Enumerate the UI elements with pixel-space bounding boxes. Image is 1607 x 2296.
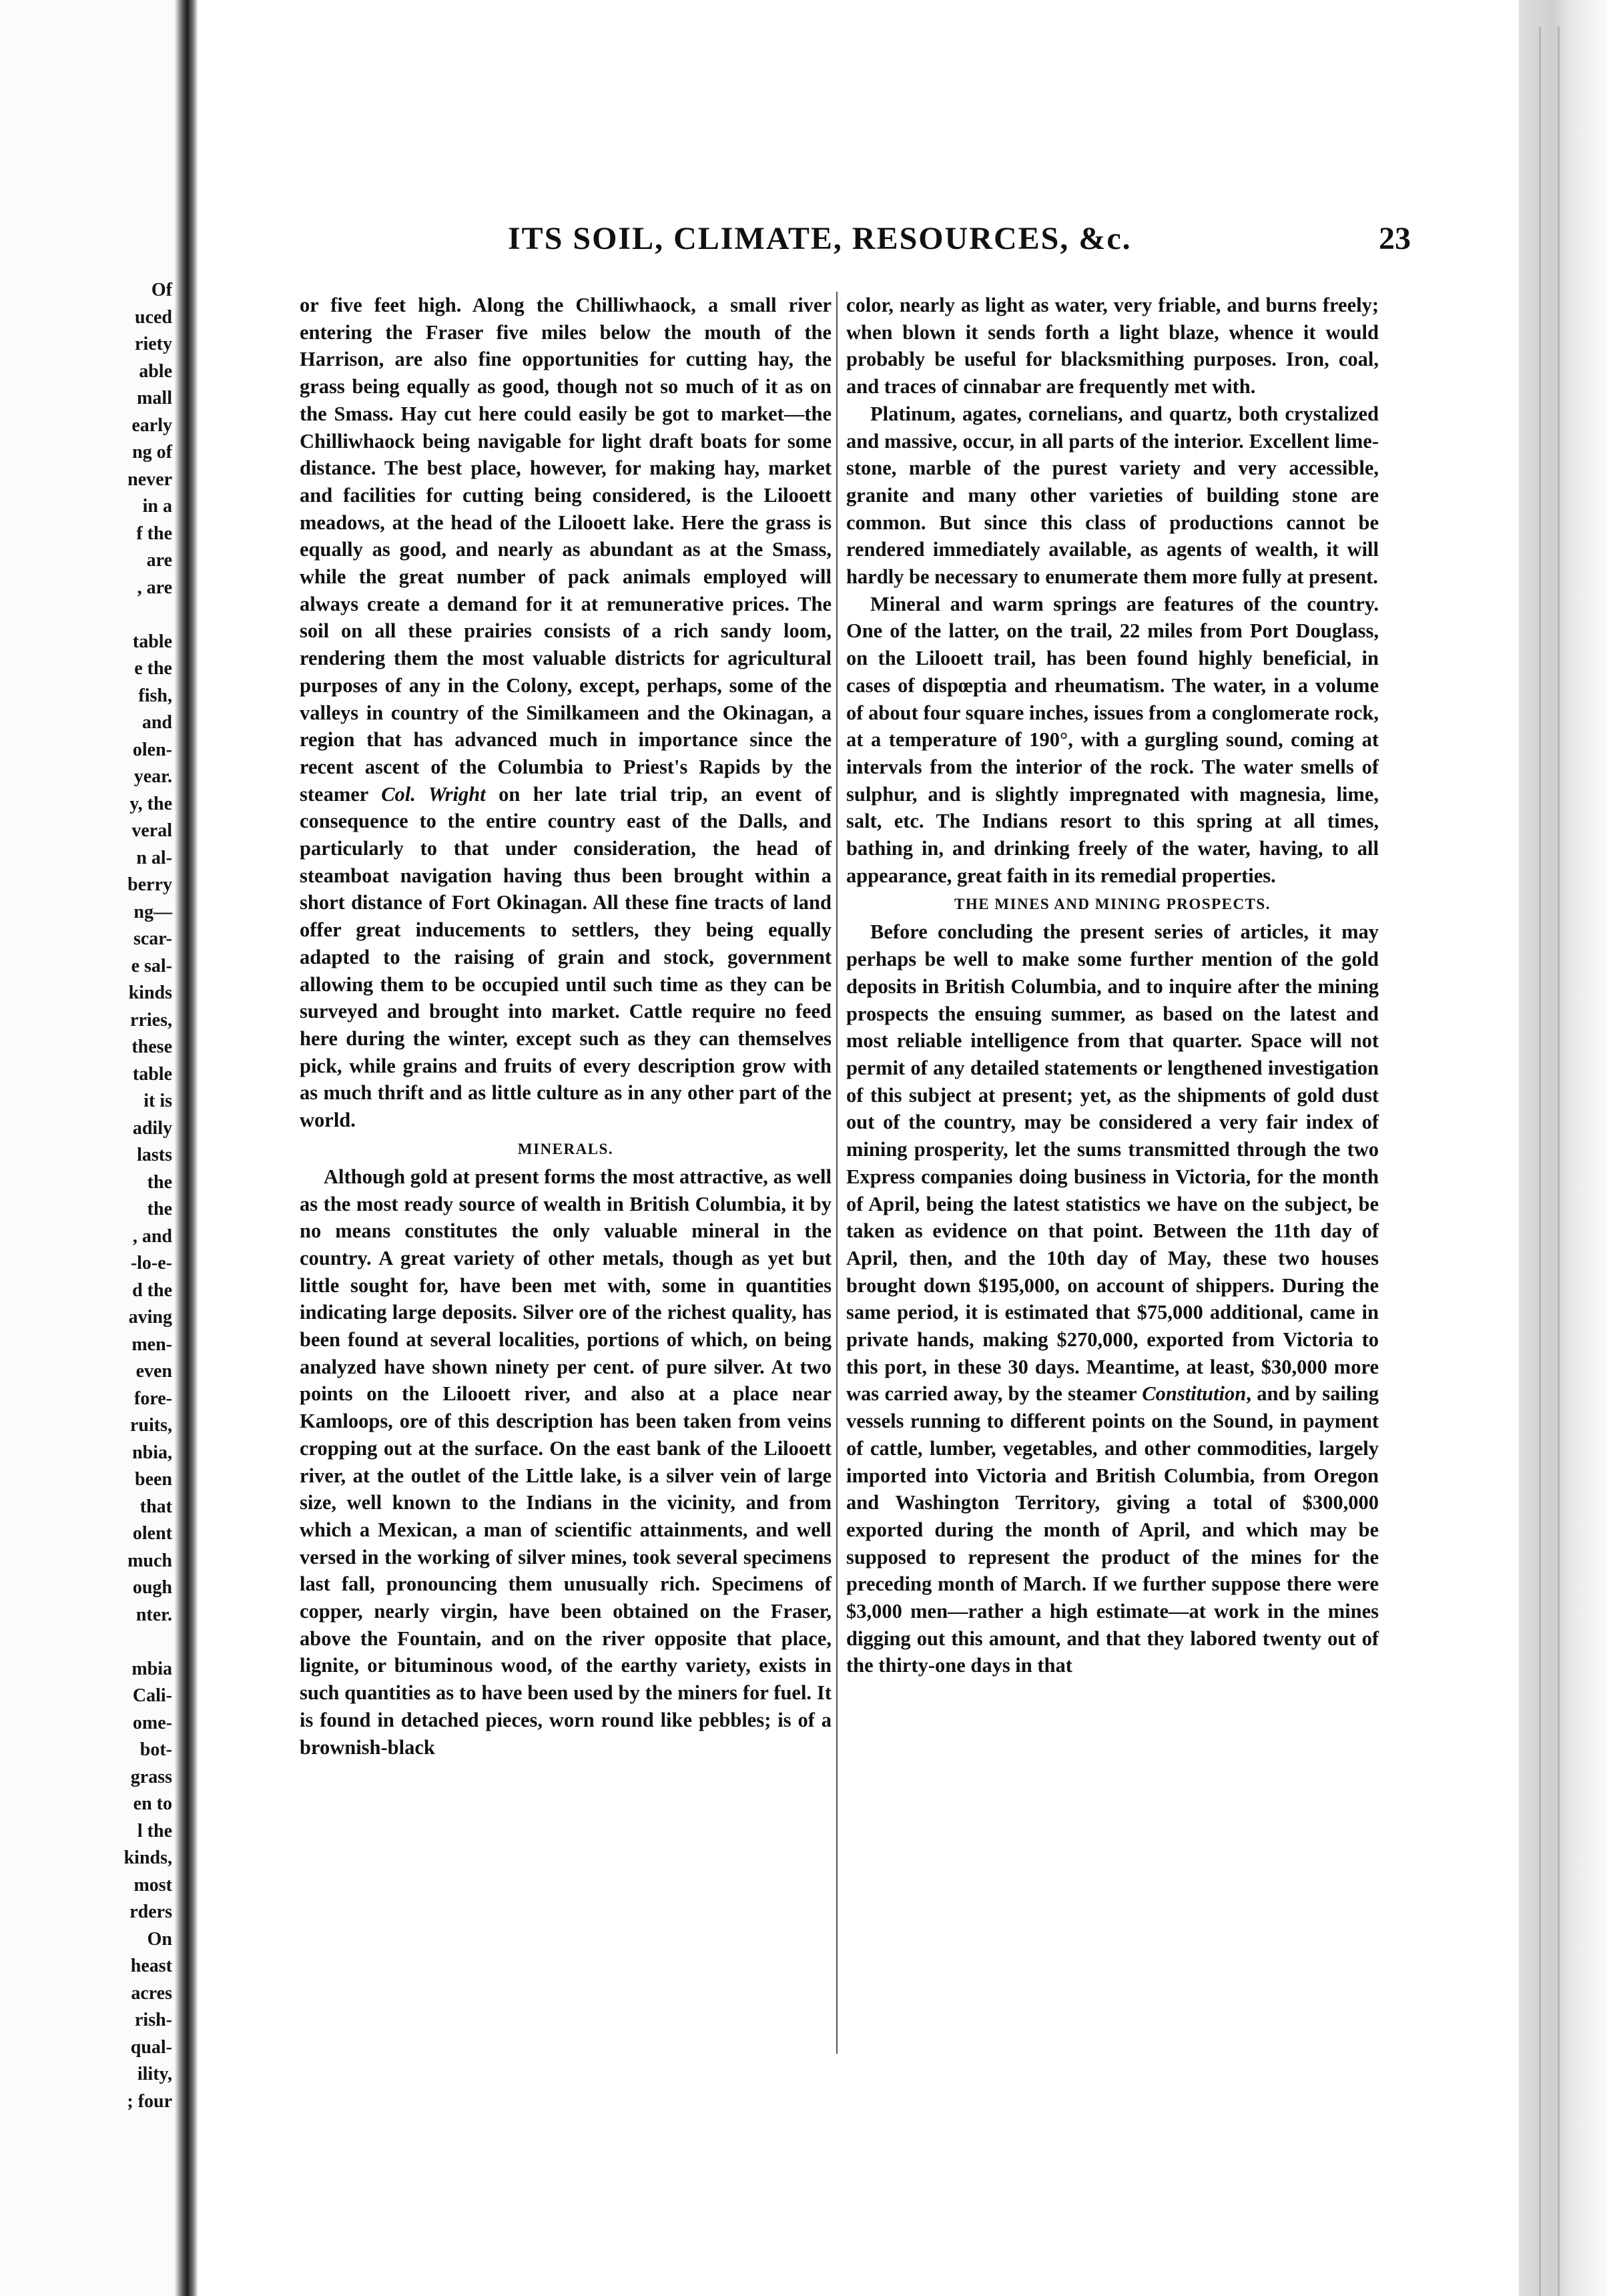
facing-page-line: ough xyxy=(132,1577,172,1598)
facing-page-line: it is xyxy=(143,1091,172,1111)
paragraph: color, nearly as light as water, very friable, and burns freely; when blown it sends forth a light blaze, whence it would probably be useful for blacksmithing purposes. Iron, coal, and traces of cinnabar are frequently met with. xyxy=(846,294,1379,398)
vessel-name: Col. Wright xyxy=(381,782,486,806)
paragraph-text: or five feet high. Along the Chilliwhaock, a small river entering the Fraser five miles below the mouth of the Harrison, are also fine opportunities for cutting hay, the grass being equally as good, though not so much of it as on the Smass. Hay cut here could easily be got to market—the Chilliwhaock being navigable for light draft boats for some distance. The best place, however, for making hay, market and facilities for cutting being considered, is the Lilooett meadows, at the head of the Lilooett lake. Here the grass is equally as good, and nearly as abundant as at the Smass, while the great number of pack animals employed will always create a demand for it at remunerative prices. The soil on all these prairies consists of a rich sandy loom, rendering them the most valuable districts for agricultural purposes of any in the Colony, except, perhaps, some of the valleys in country of the Similkameen and the Okinagan, a region that has advanced much in importance since the recent ascent of the Columbia to Priest's Rapids by the steamer xyxy=(300,294,832,806)
running-head: ITS SOIL, CLIMATE, RESOURCES, &c. xyxy=(508,221,1132,256)
facing-page-line: y, the xyxy=(129,793,172,814)
facing-page-line: nter. xyxy=(135,1604,172,1625)
facing-page-line: ruits, xyxy=(130,1415,172,1436)
paragraph-text: on her late trial trip, an event of consequence to the entire country east of the Dalls, and particularly to that under consideration, the head of steamboat navigation having thus been brought within a short distance of Fort Okinagan. All these fine tracts of land offer great inducements to settlers, they being equally adapted to the raising of grain and stock, government allowing them to be occupied until such time as they can be surveyed and brought into market. Cattle require no feed here during the winter, except such as they can themselves pick, while grains and fruits of every description grow with as much thrift and as little culture as in any other part of the world. xyxy=(300,782,832,1132)
paragraph xyxy=(846,918,1379,1679)
facing-page-line xyxy=(0,1629,172,1656)
facing-page-line: fore- xyxy=(134,1388,172,1409)
page-edge-line xyxy=(1539,27,1541,2296)
facing-page-line: -lo-e- xyxy=(130,1253,172,1273)
facing-page-line: ility, xyxy=(137,2064,172,2084)
page-edge xyxy=(1519,0,1607,2296)
facing-page-line: the xyxy=(147,1171,172,1193)
facing-page-line: mbia xyxy=(131,1658,172,1679)
facing-page-line: olen- xyxy=(132,739,172,760)
facing-page-line: rries, xyxy=(130,1009,172,1031)
facing-page-line: uced xyxy=(135,306,172,328)
facing-page-line: never xyxy=(127,469,172,490)
facing-page-line: early xyxy=(131,414,172,436)
page-header xyxy=(198,220,1519,267)
facing-page-line: Of xyxy=(151,280,172,300)
facing-page-line: veral xyxy=(131,820,172,841)
facing-page-line: the xyxy=(147,1199,172,1219)
facing-page-line: are xyxy=(146,550,172,571)
text-column-right xyxy=(846,292,1379,1679)
facing-page-line: ome- xyxy=(132,1712,172,1733)
facing-page-line: en to xyxy=(133,1793,172,1814)
facing-page-line: been xyxy=(135,1469,172,1490)
facing-page-line: able xyxy=(139,360,172,382)
facing-page-line: e the xyxy=(134,658,172,679)
facing-page-line: , and xyxy=(132,1225,172,1247)
paragraph: Mineral and warm springs are features of the country. One of the latter, on the trail, 22 miles from Port Douglass, on the Lilooett trail, has been found highly beneficial, in cases of dispœptia and rheumatism. The water, in a volume of about four square inches, issues from a conglomerate rock, at a temperature of 190°, with a gurgling sound, coming at intervals from the interior of the rock. The water smells of sulphur, and is slightly impregnated with magnesia, lime, salt, etc. The Indians resort to this spring at all times, bathing in, and drinking freely of the water, having, to all appearance, great faith in its remedial properties. xyxy=(846,592,1379,887)
facing-page-line: scar- xyxy=(133,928,172,949)
facing-page-line: rish- xyxy=(135,2010,172,2030)
facing-page-line: Cali- xyxy=(132,1685,172,1706)
facing-page-line: table xyxy=(132,1063,172,1085)
facing-page-line: that xyxy=(139,1496,172,1517)
facing-page-line: d the xyxy=(132,1279,172,1301)
facing-page-line: men- xyxy=(131,1334,172,1355)
facing-page-line: in a xyxy=(142,496,172,517)
facing-page-line: aving xyxy=(128,1307,172,1328)
column-rule xyxy=(836,292,838,2054)
paragraph: Platinum, agates, cornelians, and quartz, both crystalized and massive, occur, in all parts of the interior. Excellent lime-stone, marble of the purest variety and very accessible, granite and many other varieties of building stone are common. But since this class of productions cannot be rendered immediately available, as agents of wealth, it will hardly be necessary to enumerate them more fully at present. xyxy=(846,402,1379,589)
facing-page-line: much xyxy=(127,1550,172,1571)
facing-page-line: riety xyxy=(135,334,172,354)
paragraph xyxy=(300,292,832,1134)
facing-page-line: berry xyxy=(127,874,172,895)
facing-page-line xyxy=(0,601,172,629)
facing-page-line: acres xyxy=(131,1982,172,2004)
section-heading-minerals: MINERALS. xyxy=(517,1140,614,1157)
paragraph-text: , and by sailing vessels running to different points on the Sound, in payment of cattle, lumber, vegetables, and other commodities, largely imported into Victoria and British Columbia, from Oregon and Washington Territory, giving a total of $300,000 exported during the month of April, and which may be supposed to represent the product of the mines for the preceding month of March. If we further suppose there were $3,000 men—rather a high estimate—at work in the mines digging out this amount, and that they labored twenty out of the thirty-one days in that xyxy=(846,1382,1379,1677)
facing-page-line: table xyxy=(132,631,172,652)
facing-page-line: qual- xyxy=(130,2036,172,2058)
page-number: 23 xyxy=(1379,221,1411,256)
facing-page-line: ng— xyxy=(133,901,172,922)
facing-page-line: e sal- xyxy=(131,955,172,976)
facing-page-line: nbia, xyxy=(132,1442,172,1463)
section-heading-mines: THE MINES AND MINING PROSPECTS. xyxy=(954,896,1271,913)
facing-page-line: rders xyxy=(129,1902,172,1922)
facing-page-line: ng of xyxy=(132,442,172,463)
text-column-left xyxy=(300,292,832,1761)
page-edge-line xyxy=(1558,27,1560,2296)
facing-page-line: f the xyxy=(136,523,172,544)
facing-page-line: lasts xyxy=(137,1145,172,1165)
facing-page-line: heast xyxy=(130,1956,172,1976)
facing-page-line: olent xyxy=(132,1523,172,1544)
book-gutter xyxy=(175,0,198,2296)
facing-page-line: year. xyxy=(133,766,172,787)
facing-page-line: l the xyxy=(137,1820,172,1841)
facing-page-line: even xyxy=(135,1361,172,1382)
facing-page-strip xyxy=(0,0,188,2296)
facing-page-line: these xyxy=(131,1037,172,1057)
facing-page-line: fish, xyxy=(138,685,172,706)
facing-page-line: kinds xyxy=(128,982,172,1003)
facing-page-line: On xyxy=(147,1928,172,1950)
paragraph-text: Before concluding the present series of articles, it may perhaps be well to make some further mention of the gold deposits in British Columbia, and to inquire after the mining prospects the ensuing summer, as based on the latest and most reliable intelligence from that quarter. Space will not permit of any detailed statements or lengthened investigation of this subject at present; yet, as the shipments of gold dust out of the country, may be considered a very fair index of mining prosperity, let the sums transmitted through the two Express companies doing business in Victoria, for the month of April, being the latest statistics we have on the subject, be taken as evidence on that point. Between the 11th day of April, then, and the 10th day of May, these two houses brought down $195,000, on account of shippers. During the same period, it is estimated that $75,000 additional, came in private hands, making $270,000, exported from Victoria to this port, in these 30 days. Meantime, at least, $30,000 more was carried away, by the steamer xyxy=(846,920,1379,1406)
facing-page-line: most xyxy=(133,1874,172,1896)
facing-page-line: mall xyxy=(137,388,172,408)
facing-page-line: bot- xyxy=(139,1739,172,1760)
facing-page-line: adily xyxy=(132,1117,172,1139)
book-page xyxy=(198,0,1519,2296)
facing-page-line: n al- xyxy=(136,847,172,868)
facing-page-line: kinds, xyxy=(123,1847,172,1868)
facing-page-line: and xyxy=(141,712,172,733)
facing-page-text-fragments xyxy=(0,277,172,2115)
facing-page-line: ; four xyxy=(127,2090,172,2112)
facing-page-line: , are xyxy=(137,577,172,598)
facing-page-line: grass xyxy=(130,1766,172,1787)
paragraph: Although gold at present forms the most attractive, as well as the most ready source of wealth in British Columbia, it by no means constitutes the only valuable mineral in the country. A great variety of other metals, though as yet but little sought for, have been met with, some in quantities indicating large deposits. Silver ore of the richest quality, has been found at several localities, portions of which, on being analyzed have shown ninety per cent. of pure silver. At two points on the Lilooett river, and also at a place near Kamloops, ore of this description has been taken from veins cropping out at the surface. On the east bank of the Lilooett river, at the outlet of the Little lake, is a silver vein of large size, well known to the Indians in the vicinity, and from which a Mexican, a man of scientific attainments, and well versed in the working of silver mines, took several specimens last fall, pronouncing them unusually rich. Specimens of copper, nearly virgin, have been obtained on the Fraser, above the Fountain, and on the river opposite that place, lignite, or bituminous wood, of the earthy variety, exists in such quantities as to have been used by the miners for fuel. It is found in detached pieces, worn round like pebbles; is of a brownish-black xyxy=(300,1165,832,1759)
vessel-name: Constitution xyxy=(1142,1382,1247,1406)
